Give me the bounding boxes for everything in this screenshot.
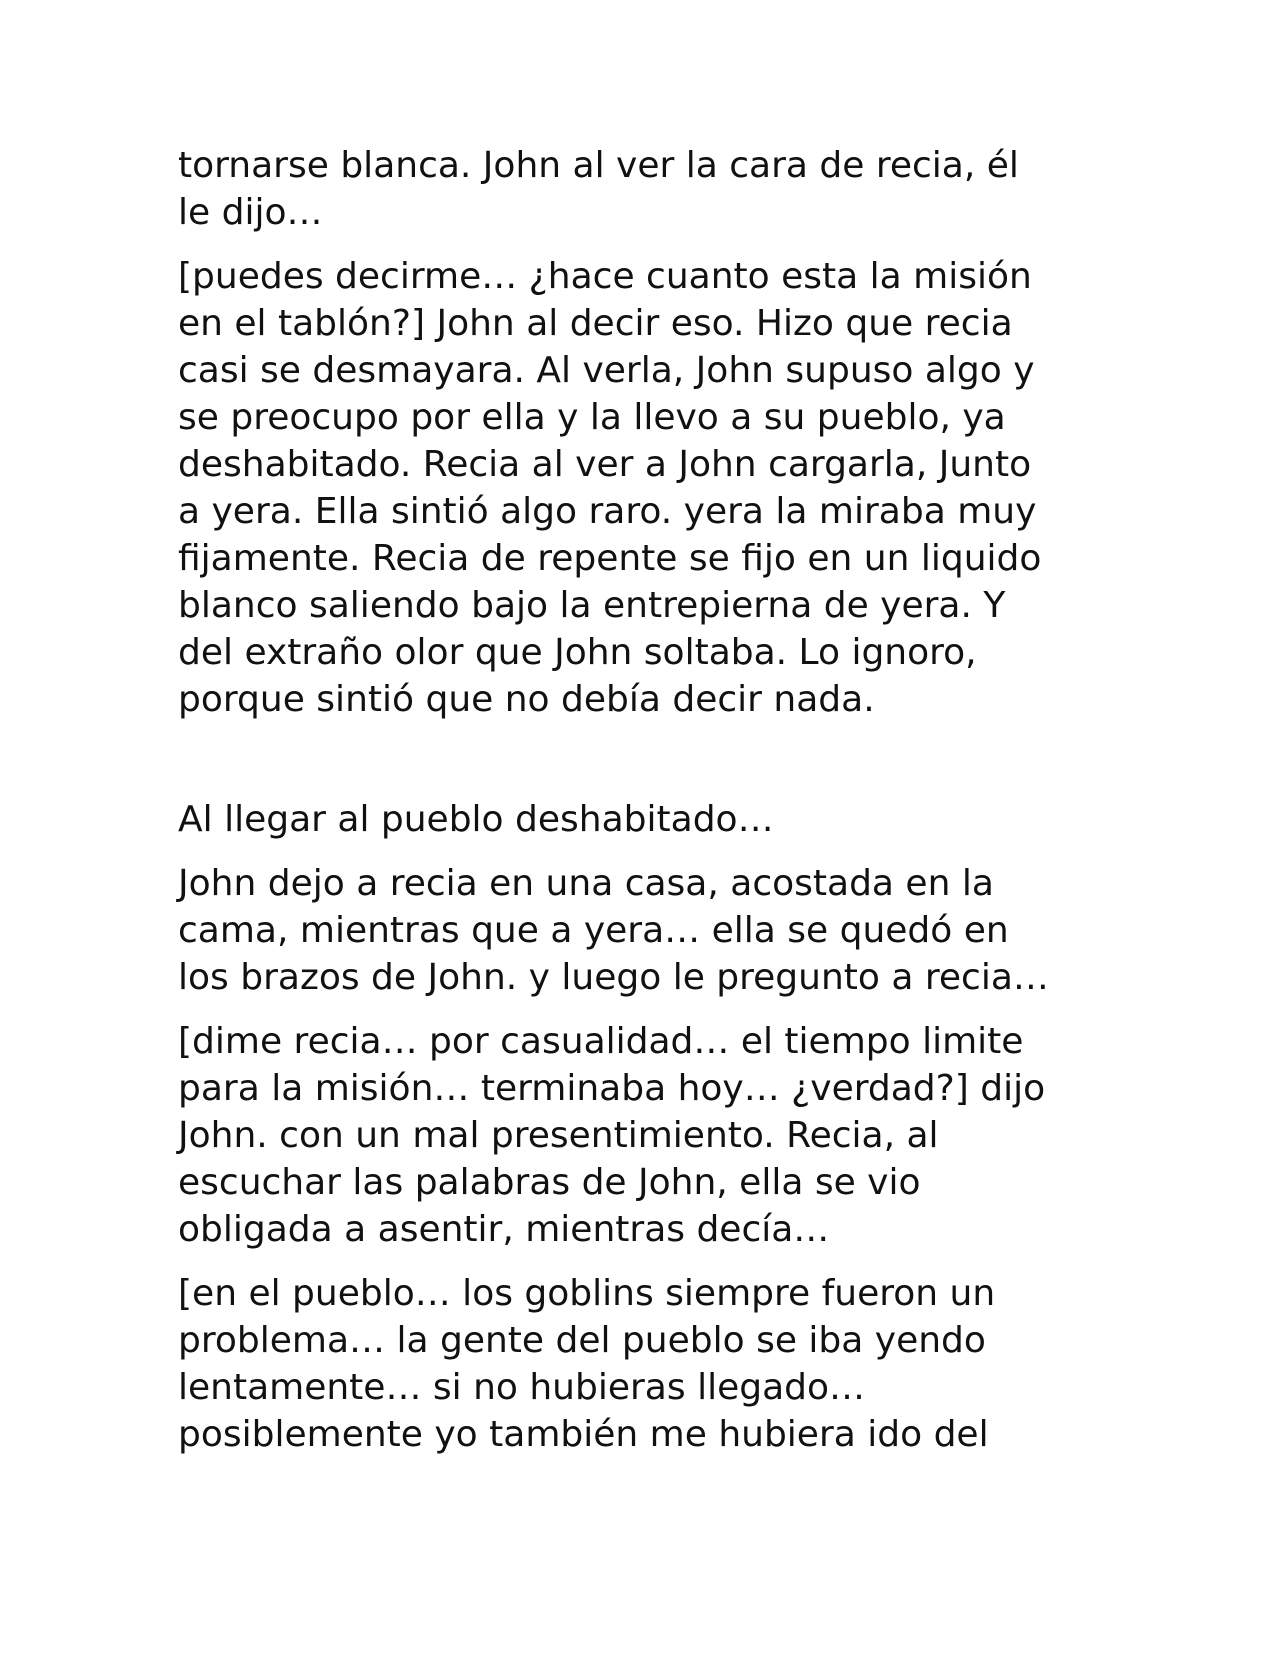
paragraph-3: Al llegar al pueblo deshabitado…	[178, 799, 774, 840]
paragraph-6: [en el pueblo… los goblins siempre fueron un problema… la gente del pueblo se iba yendo lentamente… si no hubieras llegado… posiblemente yo también me hubiera ido del	[178, 1273, 996, 1455]
paragraph-4: John dejo a recia en una casa, acostada en la cama, mientras que a yera… ella se quedó en los brazos de John. y luego le pregunto a recia…	[178, 863, 1049, 998]
document-page	[178, 142, 1098, 1475]
paragraph-1: tornarse blanca. John al ver la cara de recia, él le dijo…	[178, 145, 1019, 233]
paragraph-2: [puedes decirme… ¿hace cuanto esta la misión en el tablón?] John al decir eso. Hizo que recia casi se desmayara. Al verla, John supuso algo y se preocupo por ella y la llevo a su pueblo, ya deshabitado. Recia al ver a John cargarla, Junto a yera. Ella sintió algo raro. yera la miraba muy fijamente. Recia de repente se fijo en un liquido blanco saliendo bajo la entrepierna de yera. Y del extraño olor que John soltaba. Lo ignoro, porque sintió que no debía decir nada.	[178, 256, 1042, 720]
section-gap	[178, 740, 1098, 796]
paragraph-5: [dime recia… por casualidad… el tiempo limite para la misión… terminaba hoy… ¿verdad?] dijo John. con un mal presentimiento. Recia, al escuchar las palabras de John, ella se vio obligada a asentir, mientras decía…	[178, 1021, 1046, 1250]
